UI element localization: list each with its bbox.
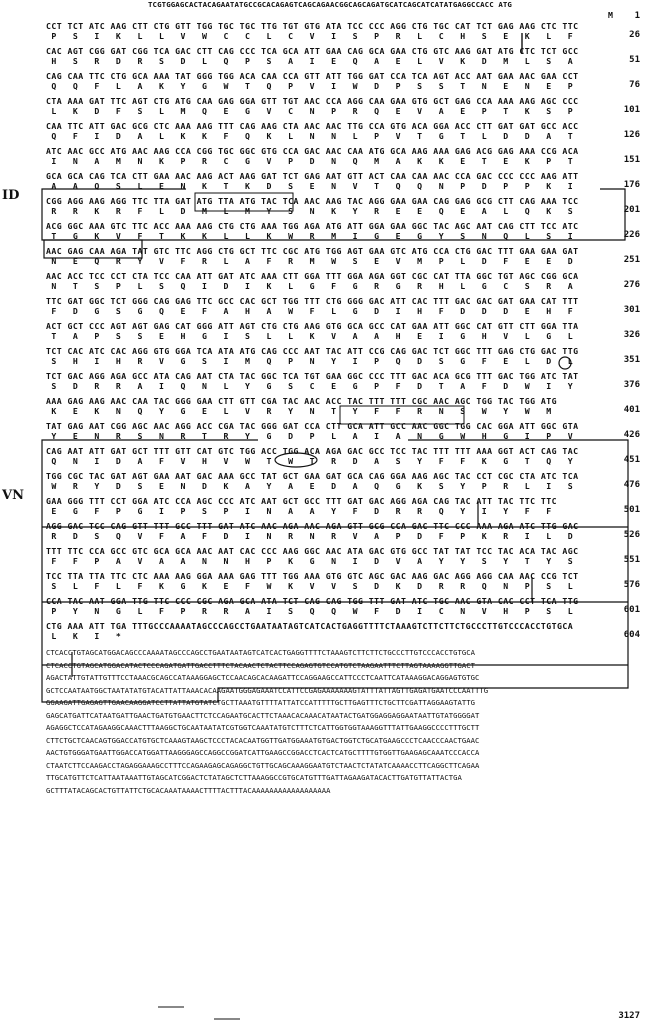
amino-acid-row: W R Y D S E N D K A Y A E D A Q G K S Y P R L I S (46, 481, 574, 491)
residue-number: 351 (623, 355, 640, 365)
utr-line: CTCACCTGTAGCATGGACAGCCCAAAATAGCCCAGCCTGAATAATAGTCATCACTGAGGTTTTCTAAAGTCTTCTTCTGCCCTTGTCCCACCTGTGCA (46, 648, 475, 657)
nucleotide-row: CAA TTC ATT GAC GCG CTC AAA AAG TTT CAG AAG CTA AAC AAC TTG CCA GTG ACA GGA ACC CTT GAT GAT GCC ACC (46, 121, 579, 131)
residue-number: 301 (623, 305, 640, 315)
prcgvpd-box (195, 193, 293, 211)
nucleotide-row: TCC TTA TTA TTC CTC AAA AAG GGA AAA GAG TTT TGG AAA GTG GTC AGC GAC AAG GAC AGG AGG CAA AAC CCG TCT (46, 571, 579, 581)
amino-acid-row: S L F L F K G K E F W K V V S D K D R R Q N P S L (46, 581, 574, 591)
residue-number: 51 (629, 55, 640, 65)
amino-acid-row: S D R R A I Q N L Y G S C E G P F D T A F D W I Y (46, 381, 574, 391)
nucleotide-row: AGG GAC TCC CAG GTT TTT GCC TTT GAT ATC AAC AGA AAC AGA GTT GCG CCA GAC TTC CCC AAA AGA ATC TTG GAC (46, 521, 579, 531)
nucleotide-row: AAA GAG AAG AAC CAA TAC GGG GAA CTT GTT CGA TAC AAC ACC TAC TTT TTT CGC AAC AGC TGG TAC TGG ATG (46, 396, 558, 406)
amino-acid-row: I N A M N K P R C G V P D N Q M A K K E T E K P T (46, 156, 574, 166)
amino-acid-row: L K I * (46, 631, 122, 641)
first-aa: M (608, 10, 614, 20)
vaaheigh-box (340, 406, 464, 424)
nucleotide-row: TCT GAC AGG AGA GCC ATA CAG AAT CTA TAC GGC TCA TGT GAA GGC CCC TTT GAC ACA GCG TTT GAC TGG ATC TAT (46, 371, 579, 381)
nucleotide-row: CCT TCT ATC AAG CTT CTG GTT TGG TGC TGC TTG TGT GTG ATA TCC CCC AGG CTG TGC CAT TCT GAG AAG CTC TTC (46, 21, 579, 31)
amino-acid-row: K E K N Q Y G E L V R Y N T Y F F R N S W Y W M (46, 406, 552, 416)
nucleotide-row: TGG CGC TAC GAT AGT GAA AAT GAC AAA GCC TAT GCT GAA GAT GCA CAG GGA AAG AGC TAC CCT CGC CTA ATC TCA (46, 471, 579, 481)
amino-acid-row: T G K V F T K K L L K W R M I G E G Y S N Q L S I (46, 231, 574, 241)
residue-number: 401 (623, 405, 640, 415)
nucleotide-row: CCA TAC AAT GGA TTG TTC CCC CGC AGA GCA ATA TCT CAG CAG TGG TTT GAT ATC TGC AAC GTA CAC CCT TCA TTG (46, 596, 579, 606)
amino-acid-row: S H I H R V G S I M Q P N Y I P Q D S G F E L D L (46, 356, 574, 366)
residue-number: 201 (623, 205, 640, 215)
residue-number: 476 (623, 480, 640, 490)
amino-acid-row: R D S Q V F A F D I N R N R V A P D F P K R I L D (46, 531, 574, 541)
residue-number: 176 (623, 180, 640, 190)
region-label-id: ID (2, 188, 20, 203)
nucleotide-row: TTT TTC CCA GCC GTC GCA GCA AAC AAT CAC CCC AAG GGC AAC ATA GAC GTG GCC TAT TAT TCC TAC ACA TAC AGC (46, 546, 579, 556)
residue-number: 551 (623, 555, 640, 565)
residue-number: 101 (623, 105, 640, 115)
amino-acid-row: R R K R F L D M L M Y S N K Y R E E Q E A L Q K S (46, 206, 574, 216)
amino-acid-row: H S R D R S D L Q P S A I E Q A E L V K D M L S A (46, 56, 574, 66)
residue-number: 601 (623, 605, 640, 615)
amino-acid-row: N T S P L S Q I D I K L G F G R G R H L G C S R A (46, 281, 574, 291)
amino-acid-row: E G F P G I P S P I N A A Y F D R R Q Y I Y F F (46, 506, 552, 516)
nucleotide-row: GAA GGG TTT CCT GGA ATC CCA AGC CCC ATC AAT GCT GCC TTT GAT GAC AGG AGA CAG TAC ATT TAC TTC TTC (46, 496, 558, 506)
utr-line: AACTGTGGGATGAATTGGACCATGGATTAAGGGAGCCAGGCCGGATCATTGAAGCCGGACCTCACTCATGCTTTTGTGGTTGAAGAGCAAATCCCACCA (46, 748, 480, 757)
nucleotide-row: ACG GGC AAA GTC TTC ACC AAA AAG CTG CTG AAA TGG AGA ATG ATT GGA GAA GGC TAC AGC AAT CAG CTT TCC ATC (46, 221, 579, 231)
nucleotide-row: CTA AAA GAT TTC AGT CTG ATG CAA GAG GGA GTT TGT AAC CCA AGG CAA GAA GTG GCT GAG CCA AAA AAG AGC CCC (46, 96, 579, 106)
header-line: TCGTGGAGCACTACAGAATATGCCGCACAGAGTCAGCAGAACGGCAGCAGATGCATCAGCATCATATGAGGCCACC ATG (148, 0, 512, 9)
utr-line: AGAGGCTCCATAGAAGGCAAACTTTAAGGCTGCAATAATATCGTGGTCAAATATGTCTTTCTCATTGGTGGTAAAGGTTTATTGAAGGCCCCTTTGCTT (46, 723, 480, 732)
utr-line: CTCACCTGTAGCATGGACATACTCCCAGATGATTGACCTTTCTACAACTCTACTTCCAGAGTGTCCATGTCTAAGAATTTCTTAGTAAAAGGTTGACT (46, 660, 475, 670)
amino-acid-row: Q N I D A F V H V W T W T R D A S Y F F K G T Q Y (46, 456, 574, 466)
amino-acid-row: F F P A V A A N N H P K G N I D V A Y Y S Y T Y S (46, 556, 574, 566)
nucleotide-row: AAC ACC TCC CCT CTA TCC CAA ATT GAT ATC AAA CTT GGA TTT GGA AGA GGT CGC CAT TTA GGC TGT AGC CGG GCA (46, 271, 579, 281)
residue-number: 376 (623, 380, 640, 390)
circled-cysteine (559, 357, 571, 369)
nucleotide-row: TCT CAC ATC CAC AGG GTG GGA TCA ATA ATG CAG CCC AAT TAC ATT CCG CAG GAC TCT GGC TTT GAG CTG GAC TTG (46, 346, 579, 356)
residue-number: 151 (623, 155, 640, 165)
residue-number: 526 (623, 530, 640, 540)
amino-acid-row: N E Q R Y V F R L A F R M W S E V M P L D F E E D (46, 256, 574, 266)
residue-number: 426 (623, 430, 640, 440)
amino-acid-row: P S I K L L V W C C L C V I S P R L C H S E K L F (46, 31, 574, 41)
utr-line: AGACTATTGTATTGTTTCCTAAACGCAGCCATAAAGGAGCTCCAACAGCACAAGATTCCAGGAAGCCATTCCCTCAATTCATAAAGGACAGGAGTGTGC (46, 673, 480, 682)
nucleotide-row: TTC GAT GGC TCT GGG CAG GAG TTC GCC CAC GCT TGG TTT CTG GGG GAC ATT CAC TTT GAC GAC GAT GAA CAT TTT (46, 296, 579, 306)
id-region-bracket (42, 189, 625, 240)
residue-number: 251 (623, 255, 640, 265)
utr-line: CTAATCTTCCAAGACCTAGAGGAAAGCCTTTCCAGAAGAGCAGAGGCTGTTGCAGCAAAGGAATGTCTAACTCTATATCAAAACCTTCAGGCTTCAGAA (46, 760, 480, 770)
utr-line: CTTCTGCTCAACAGTGGACCATGTGCTCAAAGTAAGCTCCCTACACAATGGTTGATGGAAATGTGACTGGTCTGCATGAAGCCCTCAACCCAACTGAAC (46, 735, 480, 745)
nucleotide-row: ACT GCT CCC AGT AGT GAG CAT GGG ATT AGT CTG CTG AAG GTG GCA GCC CAT GAA ATT GGC CAT GTT CTT GGA TTA (46, 321, 579, 331)
residue-number: 226 (623, 230, 640, 240)
amino-acid-row: Q Q F L A K Y G W T Q P V I W D P S S T N E N E P (46, 81, 574, 91)
nucleotide-row: CAG AAT ATT GAT GCT TTT GTT CAT GTC TGG ACC TGG ACA AGA GAC GCC TCC TAC TTT TTT AAA GGT ACT CAG TAC (46, 446, 579, 456)
nucleotide-row: CAG CAA TTC CTG GCA AAA TAT GGG TGG ACA CAA CCA GTT ATT TGG GAT CCA TCA AGT ACC AAT GAA AAC GAA CCT (46, 71, 579, 81)
residue-number: 451 (623, 455, 640, 465)
nucleotide-row: TAT GAG AAT CGG AGC AAC AGG ACC CGA TAC GGG GAT CCA CTT GCA ATT GCC AAC GGC TGG CAC GGA ATT GGC GTA (46, 421, 579, 431)
residue-number: 126 (623, 130, 640, 140)
end-number: 3127 (618, 1011, 640, 1021)
residue-number: 576 (623, 580, 640, 590)
nucleotide-row: GCA GCA CAG TCA CTT GAA AAC AAG ACT AAG GAT TCT GAG AAT GTT ACT CAA CAA AAC CCA GAC CCC CCC AAG ATT (46, 171, 579, 181)
nucleotide-row: CTG AAA ATT TGA TTTGCCCAAAATAGCCCAGCCTGAATAATAGTCATCACTGAGGTTTTCTAAAGTCTTCTTCTGCCCTTGTCCCACCTGTGCA (46, 621, 574, 631)
nucleotide-row: AAC GAG CAA AGA TAT GTC TTC AGG CTG GCT TTC CGC ATG TGG AGT GAA GTC ATG CCA CTG GAC TTT GAA GAA GAT (46, 246, 579, 256)
residue-number: 326 (623, 330, 640, 340)
nucleotide-row: ATC AAC GCC ATG AAC AAG CCA CGG TGC GGC GTG CCA GAC AAC CAA ATG GCA AAG AAA GAG ACG GAG AAA CCG ACA (46, 146, 579, 156)
residue-number: 76 (629, 80, 640, 90)
nucleotide-row: CAC AGT CGG GAT CGG TCA GAC CTT CAG CCC TCA GCA ATT GAA CAG GCA GAA CTG GTC AAG GAT ATG CTC TCT GCC (46, 46, 579, 56)
residue-number: 276 (623, 280, 640, 290)
amino-acid-row: P Y N G L F P R R A I S Q Q W F D I C N V H P S L (46, 606, 574, 616)
utr-line: GCTCCAATAATGGCTAATATATGTACATTATTAAACACAAGAATGGGAGAAATCCATTCCGAGAAAAAAAGTATTTATTAGTTGAGATGAATCCCAATTTG (46, 685, 489, 695)
region-label-vn: VN (2, 488, 24, 503)
residue-number: 501 (623, 505, 640, 515)
amino-acid-row: A A Q S L E N K T K D S E N V T Q Q N P D P P K I (46, 181, 574, 191)
amino-acid-row: L K D F S L M Q E G V C N P R Q E V A E P T K S P (46, 106, 574, 116)
nucleotide-row: CGG AGG AAG AGG TTC TTA GAT ATG TTA ATG TAC TCA AAC AAG TAC AGG GAA GAA CAG GAG GCG CTT CAG AAA TCC (46, 196, 579, 206)
amino-acid-row: F D G S G Q E F A H A W F L G D I H F D D D E H F (46, 306, 574, 316)
amino-acid-row: T A P S S E H G I S L L K V A A H E I G H V L G L (46, 331, 574, 341)
utr-line: TTGCATGTTCTCATTAATAAATTGTAGCATCGGACTCTATAGCTCTTAAAGGCCGTGCATGTTTGATTAGAAGATACACTTGATGTTATTACTGA (46, 773, 462, 782)
utr-line: GGAAGATTGAGAGTTGAACAAGGATCCTTATTATGTATCTGCTTAAATGTTTTATTATCCATTTTTGCTTGAGTTTCTGCTTCGATTAGGAAGTATTG (46, 698, 475, 707)
utr-line: GAGCATGATTCATAATGATTGAACTGATGTGAACTTCTCCAGAATGCACTTCTAAACACAAACATAATACTGATGGAGGAGGAATAATTGTATGGGGAT (46, 710, 480, 720)
utr-line: GCTTTATACAGCACTGTTATTCTGCACAAATAAAACTTTTACTTTACAAAAAAAAAAAAAAAAAA (46, 785, 331, 795)
residue-number: 26 (629, 30, 640, 40)
residue-number: 604 (623, 630, 640, 640)
amino-acid-row: Q F I D A L K K F Q K L N N L P V T G T L D D A T (46, 131, 574, 141)
amino-acid-row: Y E N R S N R T R Y G D P L A I A N G W H G I P V (46, 431, 574, 441)
vn-region-box (42, 440, 628, 702)
gsc-oval (275, 453, 317, 467)
rrkr-box (44, 240, 142, 258)
first-number: 1 (634, 11, 640, 21)
